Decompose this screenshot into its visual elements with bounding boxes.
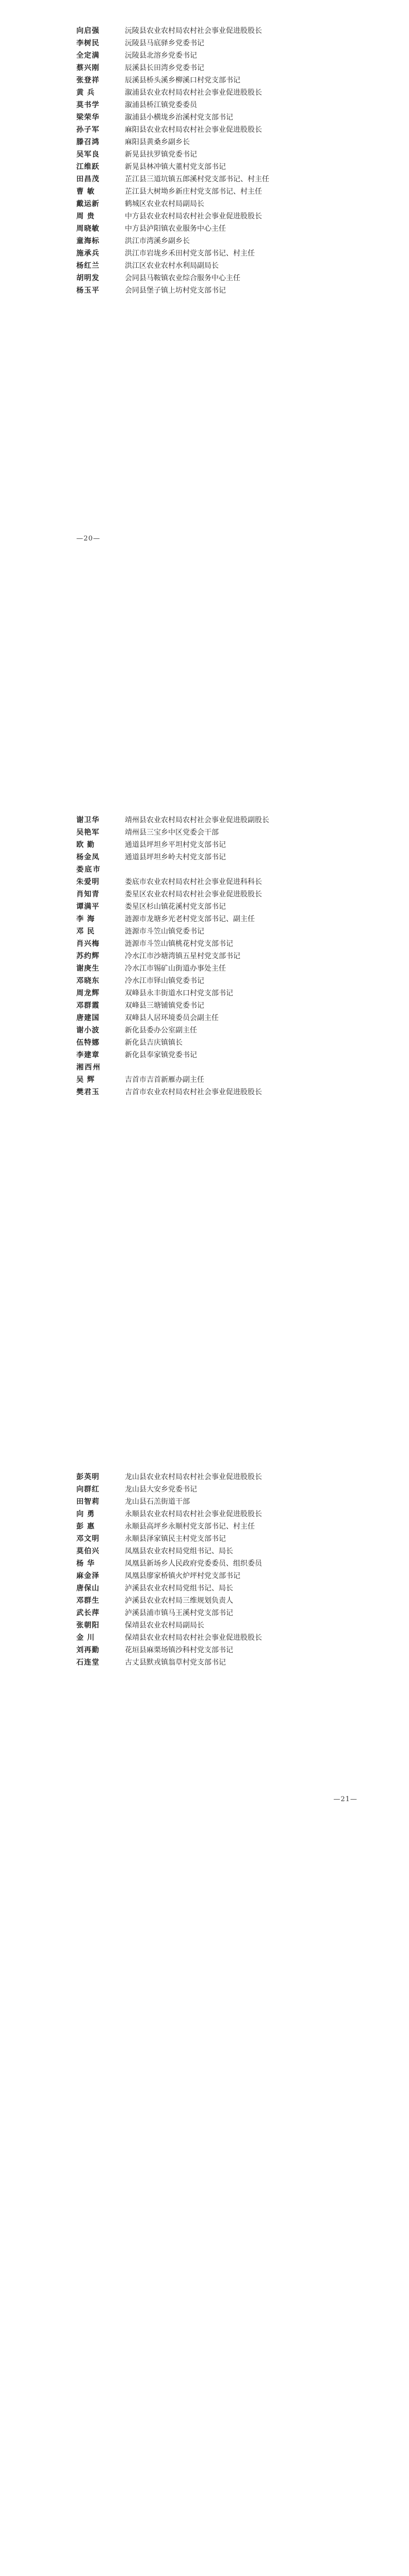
person-title: 冷水江市锡矿山街道办事处主任 — [125, 964, 226, 973]
person-name: 梁荣华 — [76, 113, 100, 122]
person-title: 花垣县麻栗场镇沙科村党支部书记 — [125, 1646, 233, 1654]
person-title: 凤凰县新场乡人民政府党委委员、组织委员 — [125, 1560, 262, 1568]
person-name: 施承兵 — [76, 249, 100, 258]
person-name: 石连堂 — [76, 1658, 100, 1667]
list-item — [76, 223, 365, 235]
person-name: 谢庚生 — [76, 964, 100, 973]
person-name: 莫书学 — [76, 101, 100, 109]
list-item — [76, 1508, 365, 1520]
person-title: 洪江市岩垅乡禾田村党支部书记、村主任 — [125, 249, 255, 258]
list-item — [76, 210, 365, 223]
list-item — [76, 247, 365, 260]
list-item — [76, 1471, 365, 1483]
person-title: 麻阳县农业农村局农村社会事业促进股股长 — [125, 126, 262, 134]
person-title: 双峰县人居环境委员会副主任 — [125, 1014, 219, 1022]
person-title: 新晃县林冲镇大董村党支部书记 — [125, 163, 226, 171]
list-item — [76, 1086, 365, 1098]
person-name: 樊君玉 — [76, 1088, 100, 1096]
person-name: 曹 敏 — [76, 188, 95, 196]
person-name: 金 川 — [76, 1634, 95, 1642]
person-title: 通道县坪坦乡岭夫村党支部书记 — [125, 853, 226, 861]
list-item — [76, 814, 365, 826]
person-title: 娄星区农业农村局农村社会事业促进股股长 — [125, 890, 262, 899]
list-item — [76, 99, 365, 111]
person-title: 中方县泸阳镇农业服务中心主任 — [125, 225, 226, 233]
colophon-page — [0, 1917, 409, 2576]
list-item — [76, 1496, 365, 1508]
list-item — [76, 1619, 365, 1632]
person-title: 新化县吉庆镇镇长 — [125, 1039, 183, 1047]
person-name: 向群红 — [76, 1485, 100, 1494]
list-item — [76, 999, 365, 1012]
person-name: 杨 华 — [76, 1560, 95, 1568]
person-name: 滕召鸿 — [76, 138, 100, 146]
person-title: 冷水江市铎山镇党委书记 — [125, 977, 204, 985]
list-item — [76, 851, 365, 863]
person-title: 新化县奉家镇党委书记 — [125, 1051, 197, 1059]
list-item — [76, 975, 365, 987]
person-title: 涟源市斗笠山镇党委书记 — [125, 927, 204, 936]
list-item — [76, 1557, 365, 1570]
list-item — [76, 1074, 365, 1086]
person-title: 溆浦县小横垅乡治溪村党支部书记 — [125, 113, 233, 122]
person-title: 泸溪县浦市镇马王溪村党支部书记 — [125, 1609, 233, 1617]
list-item — [76, 938, 365, 950]
person-name: 江维跃 — [76, 163, 100, 171]
person-title: 双峰县三塘铺镇党委书记 — [125, 1002, 204, 1010]
person-name: 邓晓东 — [76, 977, 100, 985]
list-item — [76, 950, 365, 962]
list-item — [76, 136, 365, 148]
person-name: 唐建国 — [76, 1014, 100, 1022]
person-name: 麻金泽 — [76, 1572, 100, 1580]
group-header-xiangxi: 湘西州 — [76, 1063, 101, 1072]
person-name: 谢小波 — [76, 1026, 100, 1035]
person-title: 芷江县三道坑镇五郎溪村党支部书记、村主任 — [125, 175, 269, 183]
person-title: 龙山县石羔街道干部 — [125, 1498, 190, 1506]
person-title: 靖州县农业农村局农村社会事业促进股副股长 — [125, 816, 269, 824]
person-name: 黄 兵 — [76, 89, 95, 97]
list-item — [76, 1607, 365, 1619]
person-name: 彭英明 — [76, 1473, 100, 1481]
person-title: 辰溪县桥头溪乡柳溪口村党支部书记 — [125, 76, 240, 84]
list-item — [76, 925, 365, 938]
list-item — [76, 111, 365, 124]
person-name: 吴 辉 — [76, 1076, 95, 1084]
list-item — [76, 826, 365, 839]
person-name: 邓 民 — [76, 927, 95, 936]
person-name: 彭 惠 — [76, 1522, 95, 1531]
page-22 — [0, 1278, 409, 1917]
person-title: 冷水江市沙塘湾镇五星村党支部书记 — [125, 952, 240, 960]
person-name: 周 贵 — [76, 212, 95, 221]
person-title: 新化县委办公室副主任 — [125, 1026, 197, 1035]
person-name: 胡明发 — [76, 274, 100, 282]
person-name: 向 勇 — [76, 1510, 95, 1518]
person-title: 辰溪县长田湾乡党委书记 — [125, 64, 204, 72]
list-item — [76, 185, 365, 198]
list-item — [76, 124, 365, 136]
person-title: 泸溪县农业农村局党组书记、局长 — [125, 1584, 233, 1592]
person-name: 肖兴梅 — [76, 940, 100, 948]
person-name: 伍特娜 — [76, 1039, 100, 1047]
person-title: 保靖县农业农村局农村社会事业促进股股长 — [125, 1634, 262, 1642]
list-item — [76, 888, 365, 901]
list-item — [76, 839, 365, 851]
person-title: 沅陵县农业农村局农村社会事业促进股股长 — [125, 27, 262, 35]
person-title: 永顺县农业农村局农村社会事业促进股股长 — [125, 1510, 262, 1518]
person-name: 武长萍 — [76, 1609, 100, 1617]
list-item — [76, 913, 365, 925]
person-title: 洪江市湾溪乡副乡长 — [125, 237, 190, 245]
person-name: 邓群生 — [76, 1597, 100, 1605]
person-name: 向启强 — [76, 27, 100, 35]
person-name: 欧 勤 — [76, 841, 95, 849]
list-item — [76, 1656, 365, 1669]
person-title: 保靖县农业农村局副局长 — [125, 1621, 204, 1630]
person-title: 溆浦县桥江镇党委委员 — [125, 101, 197, 109]
list-item — [76, 1049, 365, 1061]
person-name: 童海标 — [76, 237, 100, 245]
page-number: —20— — [76, 535, 101, 543]
list-item — [76, 62, 365, 74]
person-name: 谭满平 — [76, 903, 100, 911]
list-item — [76, 272, 365, 284]
person-title: 娄底市农业农村局农村社会事业促进科科长 — [125, 878, 262, 886]
list-item — [76, 1520, 365, 1533]
person-name: 李 海 — [76, 915, 95, 923]
person-name: 苏约辉 — [76, 952, 100, 960]
person-name: 杨红兰 — [76, 262, 100, 270]
list-item — [76, 1545, 365, 1557]
list-item — [76, 1595, 365, 1607]
person-title: 古丈县默戎镇翁草村党支部书记 — [125, 1658, 226, 1667]
person-name: 邓文明 — [76, 1535, 100, 1543]
person-name: 邓群霞 — [76, 1002, 100, 1010]
list-item — [76, 1024, 365, 1037]
person-name: 李树民 — [76, 39, 100, 47]
person-title: 洪江区农业农村水利局副局长 — [125, 262, 219, 270]
list-item — [76, 87, 365, 99]
person-name: 田昌茂 — [76, 175, 100, 183]
list-item — [76, 1037, 365, 1049]
list-item — [76, 25, 365, 37]
person-title: 新晃县扶罗镇党委书记 — [125, 150, 197, 159]
person-name: 李建章 — [76, 1051, 100, 1059]
person-title: 娄星区杉山镇花溪村党支部书记 — [125, 903, 226, 911]
list-item — [76, 198, 365, 210]
list-item — [76, 49, 365, 62]
person-name: 肖知青 — [76, 890, 100, 899]
roster-list — [76, 25, 365, 297]
person-title: 涟源市斗笠山镇桃花村党支部书记 — [125, 940, 233, 948]
list-item — [76, 74, 365, 87]
list-item — [76, 37, 365, 49]
person-title: 凤凰县农业农村局党组书记、局长 — [125, 1547, 233, 1555]
person-title: 会同县堡子镇上坊村党支部书记 — [125, 286, 226, 295]
page-20 — [0, 0, 409, 639]
person-title: 凤凰县廖家桥镇火炉坪村党支部书记 — [125, 1572, 240, 1580]
list-item — [76, 148, 365, 161]
person-name: 蔡兴刚 — [76, 64, 100, 72]
person-title: 中方县农业农村局农村社会事业促进股股长 — [125, 212, 262, 221]
person-title: 泸溪县农业农村局三维规划负责人 — [125, 1597, 233, 1605]
person-title: 麻阳县黄桑乡副乡长 — [125, 138, 190, 146]
person-title: 龙山县农业农村局农村社会事业促进股股长 — [125, 1473, 262, 1481]
person-name: 杨玉平 — [76, 286, 100, 295]
page-number: —21— — [333, 1795, 357, 1803]
list-item — [76, 235, 365, 247]
roster-list — [76, 814, 365, 1098]
person-name: 谢卫华 — [76, 816, 100, 824]
list-item — [76, 260, 365, 272]
list-item — [76, 1582, 365, 1595]
person-name: 张朝阳 — [76, 1621, 100, 1630]
person-name: 朱爱明 — [76, 878, 100, 886]
person-name: 莫伯兴 — [76, 1547, 100, 1555]
person-title: 鹤城区农业农村局副局长 — [125, 200, 204, 208]
person-name: 吴军良 — [76, 150, 100, 159]
person-title: 永顺县泽家镇民主村党支部书记 — [125, 1535, 226, 1543]
person-name: 刘再勤 — [76, 1646, 100, 1654]
person-name: 全定满 — [76, 52, 100, 60]
list-item — [76, 1533, 365, 1545]
person-title: 通道县坪坦乡平坦村党支部书记 — [125, 841, 226, 849]
person-title: 吉首市农业农村局农村社会事业促进股股长 — [125, 1088, 262, 1096]
person-title: 永顺县高坪乡永顺村党支部书记、村主任 — [125, 1522, 255, 1531]
list-item — [76, 161, 365, 173]
list-item — [76, 1570, 365, 1582]
person-title: 龙山县大安乡党委书记 — [125, 1485, 197, 1494]
roster-list — [76, 1471, 365, 1669]
list-item — [76, 1483, 365, 1496]
person-name: 杨金凤 — [76, 853, 100, 861]
list-item — [76, 1644, 365, 1656]
person-name: 戴运新 — [76, 200, 100, 208]
person-title: 沅陵县马底驿乡党委书记 — [125, 39, 204, 47]
list-item — [76, 962, 365, 975]
list-item — [76, 173, 365, 185]
list-item — [76, 901, 365, 913]
person-name: 唐保山 — [76, 1584, 100, 1592]
list-item — [76, 1012, 365, 1024]
group-header-loudi: 娄底市 — [76, 866, 101, 874]
person-name: 周龙辉 — [76, 989, 100, 997]
person-title: 吉首市吉首新雁办副主任 — [125, 1076, 204, 1084]
person-title: 沅陵县北溶乡党委书记 — [125, 52, 197, 60]
person-name: 张登祥 — [76, 76, 100, 84]
person-title: 溆浦县农业农村局农村社会事业促进股股长 — [125, 89, 262, 97]
person-title: 会同县马鞍镇农业综合服务中心主任 — [125, 274, 240, 282]
person-name: 孙子军 — [76, 126, 100, 134]
person-title: 靖州县三宝乡中区党委会干部 — [125, 828, 219, 837]
person-name: 周晓敏 — [76, 225, 100, 233]
list-item — [76, 1632, 365, 1644]
person-title: 双峰县永丰街道水口村党支部书记 — [125, 989, 233, 997]
person-name: 吴艳军 — [76, 828, 100, 837]
person-title: 涟源市龙塘乡光老村党支部书记、副主任 — [125, 915, 255, 923]
person-name: 田智莉 — [76, 1498, 100, 1506]
list-item — [76, 987, 365, 999]
list-item — [76, 284, 365, 297]
person-title: 芷江县大树坳乡新庄村党支部书记、村主任 — [125, 188, 262, 196]
list-item — [76, 876, 365, 888]
